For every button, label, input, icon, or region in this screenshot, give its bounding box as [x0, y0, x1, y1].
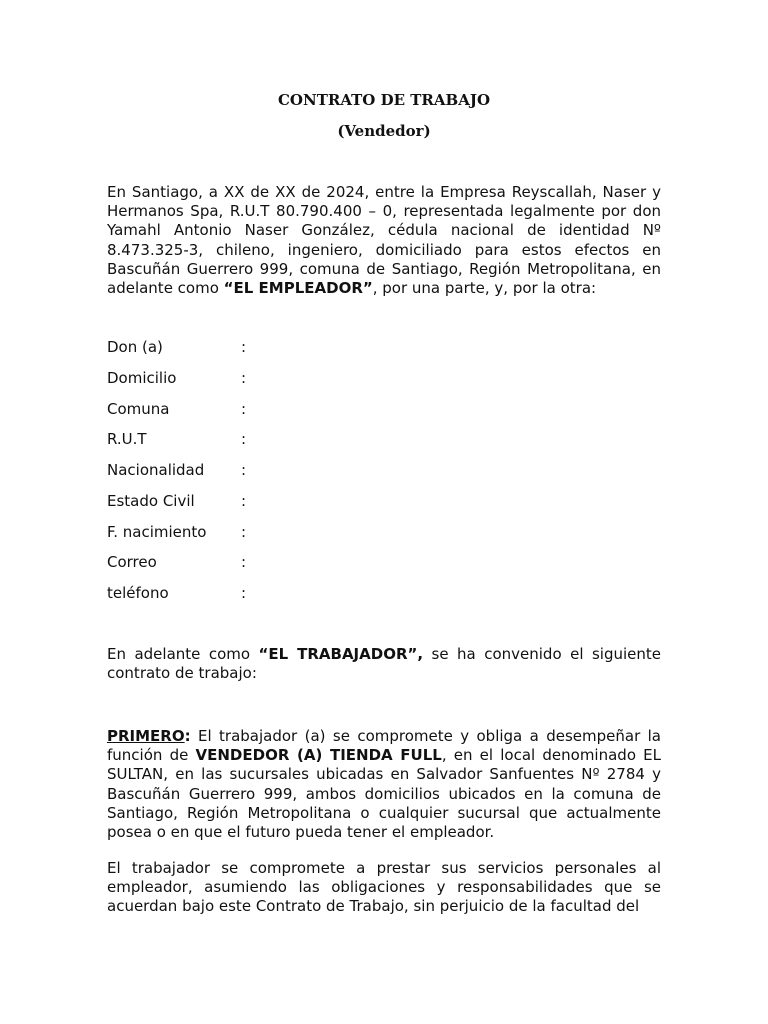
clause-heading: PRIMERO — [107, 727, 185, 745]
field-separator: : — [241, 523, 247, 541]
field-label: R.U.T — [107, 430, 147, 448]
intro-text-before: En Santiago, a XX de XX de 2024, entre la Empresa Reyscallah, Naser y Hermanos Spa, R.U.T 80.790.400 – 0, representada legalmente por don Yamahl Antonio Naser González, cédula nacional de identidad Nº 8.473.325-3, chileno, ingeniero, domiciliado para estos efectos en Bascuñán Guerrero 999, comuna de Santiago, Región Metropolitana, en adelante como — [107, 183, 661, 298]
agreement-text-before: En adelante como — [107, 645, 259, 663]
worker-label: “EL TRABAJADOR”, — [258, 645, 424, 663]
clause-primero — [107, 727, 661, 842]
field-separator: : — [241, 338, 247, 356]
clause-role: VENDEDOR (A) TIENDA FULL — [195, 746, 442, 765]
employer-label: “EL EMPLEADOR” — [223, 279, 373, 298]
intro-paragraph — [107, 183, 661, 298]
field-row-don — [107, 338, 246, 357]
field-label: Comuna — [107, 400, 170, 418]
field-label: Don (a) — [107, 338, 163, 356]
field-separator: : — [241, 400, 247, 418]
field-row-nacionalidad — [107, 461, 246, 480]
field-separator: : — [241, 492, 247, 510]
agreement-paragraph — [107, 645, 661, 683]
field-row-comuna — [107, 400, 246, 419]
field-label: teléfono — [107, 584, 169, 602]
clause-heading-colon: : — [184, 727, 191, 745]
field-row-estado-civil — [107, 492, 246, 511]
field-separator: : — [241, 369, 247, 387]
field-label: Correo — [107, 553, 157, 571]
clause-text-before: El trabajador (a) se compromete y obliga a desempeñar la función de — [107, 727, 661, 765]
field-row-correo — [107, 553, 246, 572]
field-row-nacimiento — [107, 523, 246, 542]
intro-text-after: , por una parte, y, por la otra: — [372, 279, 597, 298]
field-separator: : — [241, 430, 247, 448]
agreement-text-after: se ha convenido el siguiente contrato de trabajo: — [107, 645, 661, 683]
field-separator: : — [241, 584, 247, 602]
clause-text-after: , en el local denominado EL SULTAN, en las sucursales ubicadas en Salvador Sanfuentes Nº 2784 y Bascuñán Guerrero 999, ambos domicilios ubicados en la comuna de Santiago, Región Metropolitana o cualquier sucursal que actualmente posea o en que el futuro pueda tener el empleador. — [107, 746, 662, 842]
field-separator: : — [241, 553, 247, 571]
field-row-rut — [107, 430, 246, 449]
field-label: Domicilio — [107, 369, 177, 387]
field-label: Estado Civil — [107, 492, 195, 510]
field-label: Nacionalidad — [107, 461, 205, 479]
document-subtitle: (Vendedor) — [337, 122, 431, 140]
field-row-telefono — [107, 584, 246, 603]
clause-primero-continued: El trabajador se compromete a prestar sus servicios personales al empleador, asumiendo las obligaciones y responsabilidades que se acuerdan bajo este Contrato de Trabajo, sin perjuicio de la facultad del — [107, 859, 661, 916]
field-separator: : — [241, 461, 247, 479]
field-row-domicilio — [107, 369, 246, 388]
document-title: CONTRATO DE TRABAJO — [277, 91, 491, 109]
field-label: F. nacimiento — [107, 523, 207, 541]
